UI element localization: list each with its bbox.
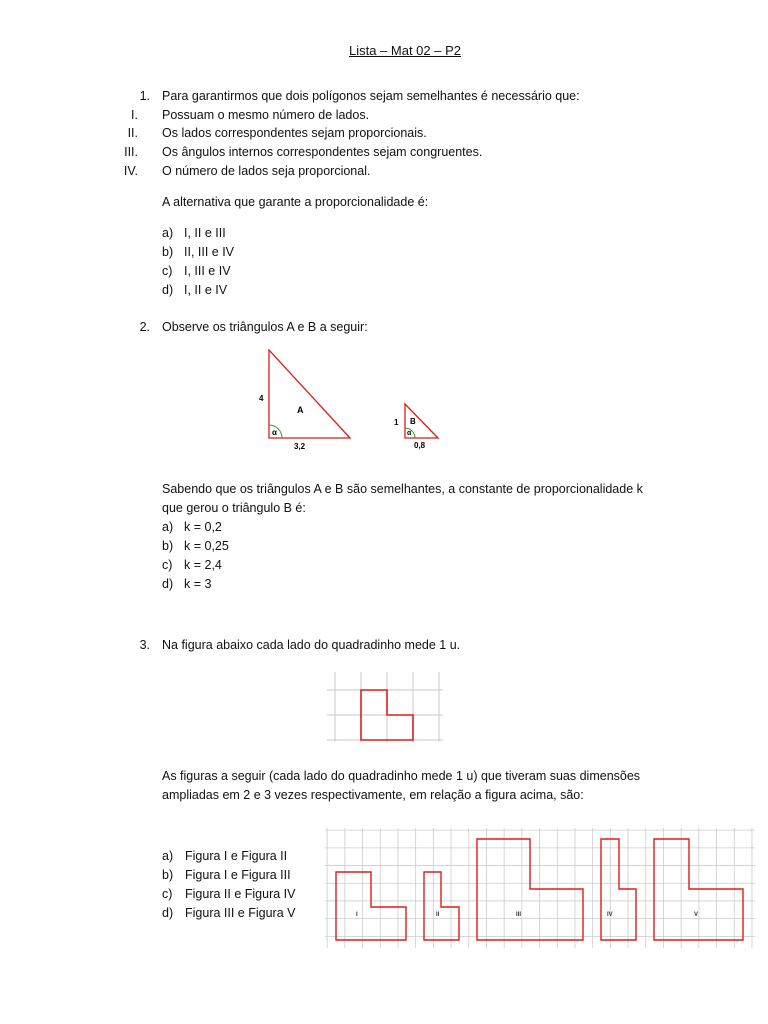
triangle-b-label: B <box>410 417 416 426</box>
statement-text: Os lados correspondentes sejam proporcionais. <box>162 126 427 140</box>
triangle-a-base: 3,2 <box>294 442 306 451</box>
figure-iv-label: IV <box>607 912 613 918</box>
question-text: que gerou o triângulo B é: <box>162 501 306 515</box>
statement-text: Possuam o mesmo número de lados. <box>162 108 370 122</box>
option-text[interactable]: Figura I e Figura III <box>185 868 291 882</box>
statement-roman: II. <box>127 126 138 140</box>
triangles-figure <box>250 345 450 455</box>
option-letter: b) <box>162 868 174 882</box>
statement-text: O número de lados seja proporcional. <box>162 164 371 178</box>
triangle-b-angle: α <box>407 430 412 437</box>
question-text: ampliadas em 2 e 3 vezes respectivamente, em relação a figura acima, são: <box>162 788 584 802</box>
triangle-b-height: 1 <box>394 418 399 427</box>
triangle-b-base: 0,8 <box>414 441 426 450</box>
statement-text: Os ângulos internos correspondentes sejam congruentes. <box>162 145 483 159</box>
figure-iii-shape <box>477 839 583 940</box>
grid-lines <box>327 672 443 742</box>
triangle-a-shape <box>269 350 350 438</box>
option-text[interactable]: Figura II e Figura IV <box>185 887 296 901</box>
figure-i-shape <box>336 872 406 940</box>
option-letter: c) <box>162 264 173 278</box>
statement-roman: I. <box>131 108 138 122</box>
question-prompt: Observe os triângulos A e B a seguir: <box>162 320 368 334</box>
figure-ii-shape <box>424 872 459 940</box>
question-text: Sabendo que os triângulos A e B são semelhantes, a constante de proporcionalidade k <box>162 482 643 496</box>
option-letter: d) <box>162 283 174 297</box>
option-letter: d) <box>162 577 174 591</box>
question-prompt: Na figura abaixo cada lado do quadradinho mede 1 u. <box>162 638 461 652</box>
page-title: Lista – Mat 02 – P2 <box>348 43 461 58</box>
option-text[interactable]: k = 3 <box>184 577 212 591</box>
option-letter: a) <box>162 849 174 863</box>
statement-roman: III. <box>124 145 138 159</box>
question-text: As figuras a seguir (cada lado do quadradinho mede 1 u) que tiveram suas dimensões <box>162 769 641 783</box>
triangle-a-angle: α <box>272 428 277 437</box>
question-text: A alternativa que garante a proporcionalidade é: <box>162 195 429 209</box>
original-grid-figure <box>325 670 445 745</box>
triangle-b <box>394 404 438 450</box>
option-text[interactable]: I, II e IV <box>184 283 228 297</box>
triangle-a <box>259 350 350 451</box>
figure-i-label: I <box>356 912 358 918</box>
triangle-a-height: 4 <box>259 394 264 403</box>
option-letter: c) <box>162 887 173 901</box>
option-text[interactable]: II, III e IV <box>184 245 235 259</box>
triangle-a-label: A <box>297 405 304 415</box>
option-text[interactable]: Figura III e Figura V <box>185 906 296 920</box>
question-prompt: Para garantirmos que dois polígonos sejam semelhantes é necessário que: <box>162 89 580 103</box>
option-letter: d) <box>162 906 174 920</box>
figure-ii-label: II <box>436 912 440 918</box>
option-text[interactable]: k = 2,4 <box>184 558 222 572</box>
option-text[interactable]: I, III e IV <box>184 264 231 278</box>
option-letter: b) <box>162 539 174 553</box>
figure-iii-label: III <box>516 912 522 918</box>
figure-iv-shape <box>601 839 636 940</box>
option-letter: a) <box>162 226 174 240</box>
enlarged-figures-grid <box>325 828 755 948</box>
option-letter: b) <box>162 245 174 259</box>
question-number: 2. <box>139 320 150 334</box>
option-text[interactable]: k = 0,2 <box>184 520 222 534</box>
option-letter: a) <box>162 520 174 534</box>
option-text[interactable]: k = 0,25 <box>184 539 229 553</box>
option-text[interactable]: Figura I e Figura II <box>185 849 288 863</box>
option-text[interactable]: I, II e III <box>184 226 226 240</box>
option-letter: c) <box>162 558 173 572</box>
question-number: 1. <box>139 89 150 103</box>
statement-roman: IV. <box>123 164 138 178</box>
grid-lines <box>325 828 755 948</box>
question-number: 3. <box>139 638 150 652</box>
figure-v-label: V <box>694 912 699 918</box>
